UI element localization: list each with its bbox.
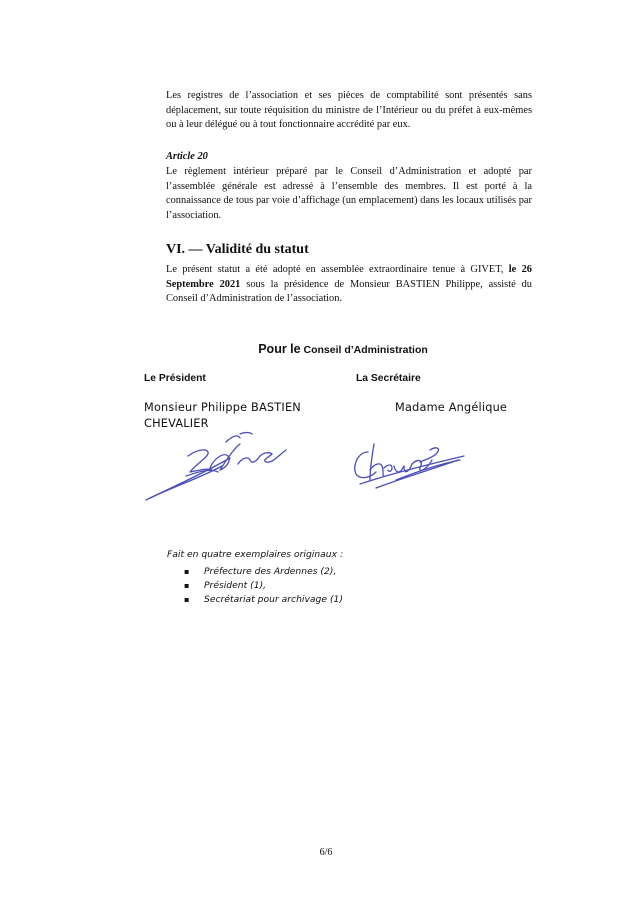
secretary-name: Madame Angélique (395, 401, 508, 414)
page-number: 6/6 (319, 847, 333, 858)
bullet-icon: ▪ (184, 581, 190, 590)
copies-list (184, 565, 343, 607)
president-label: Le Président (144, 373, 206, 384)
bullet-icon: ▪ (184, 595, 190, 604)
adoption-text-end: sous la présidence de Monsieur BASTIEN Philippe, assisté du Conseil d’Administration de l’association. (166, 278, 533, 305)
paragraph-reglement-interieur: Le règlement intérieur préparé par le Conseil d’Administration et adopté par l’assemblée générale est adressé à l’ensemble des membres. Il est porté à la connaissance de tous par voie d’affichage (un emplacement) dans les locaux utilisés par l’association. (166, 166, 532, 221)
signatory-names (144, 400, 344, 431)
list-item: ▪ Préfecture des Ardennes (2), (184, 566, 337, 577)
paragraph-registres: Les registres de l’association et ses pièces de comptabilité sont présentés sans déplacement, sur toute réquisition du ministre de l’Intérieur ou du préfet à eux-mêmes ou à leur délégué ou à tout fonctionnaire accrédité par eux. (166, 90, 532, 131)
council-heading-prefix: Pour le (258, 342, 301, 356)
secretary-surname: CHEVALIER (144, 416, 209, 430)
secretary-signature (340, 430, 470, 500)
council-heading (0, 342, 636, 356)
bullet-icon: ▪ (184, 567, 190, 576)
list-item: ▪ Secrétariat pour archivage (1) (184, 594, 343, 605)
president-signature (140, 428, 290, 508)
paragraph-adoption (166, 263, 532, 307)
president-name: Monsieur Philippe BASTIEN (144, 401, 301, 414)
list-item: ▪ Président (1), (184, 580, 267, 591)
adoption-text-start: Le présent statut a été adopté en assemblée extraordinaire tenue à GIVET, (166, 264, 509, 275)
council-heading-name: Conseil d’Administration (300, 344, 428, 356)
section-heading-validite: VI. — Validité du statut (166, 242, 309, 257)
article-20-heading: Article 20 (166, 151, 208, 162)
secretary-label: La Secrétaire (356, 373, 421, 384)
adoption-date: le 26 Septembre 2021 (166, 264, 532, 290)
copies-heading: Fait en quatre exemplaires originaux : (167, 549, 344, 560)
